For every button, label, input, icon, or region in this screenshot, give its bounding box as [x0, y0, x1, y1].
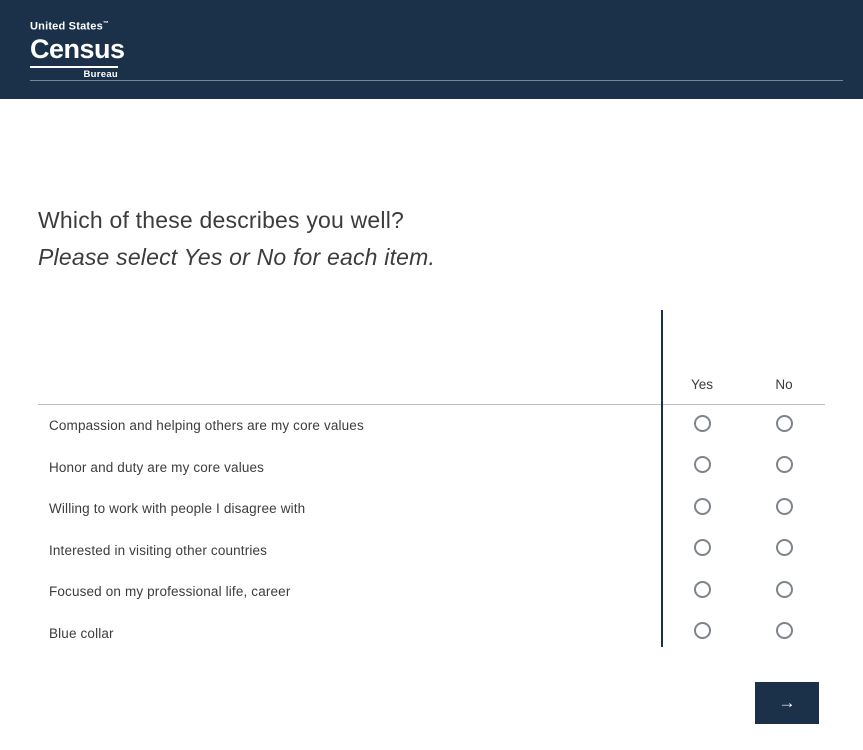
- radio-no-item-5[interactable]: [776, 581, 793, 598]
- radio-no-item-2[interactable]: [776, 456, 793, 473]
- matrix-item-label: Interested in visiting other countries: [49, 542, 268, 558]
- radio-yes-item-2[interactable]: [694, 456, 711, 473]
- matrix-header-yes: Yes: [661, 310, 743, 405]
- matrix-cell-yes[interactable]: [661, 571, 743, 613]
- matrix-cell-no[interactable]: [743, 447, 825, 489]
- logo-line-united-states: United States™: [30, 21, 110, 33]
- matrix-cell-no[interactable]: [743, 613, 825, 655]
- question-title: Which of these describes you well?: [38, 207, 405, 233]
- matrix-vertical-divider: [661, 310, 663, 647]
- survey-footer: [38, 654, 825, 724]
- matrix-item-label: Honor and duty are my core values: [49, 459, 265, 475]
- radio-no-item-3[interactable]: [776, 498, 793, 515]
- table-row: [38, 571, 825, 613]
- survey-content: [0, 207, 863, 724]
- matrix-cell-yes[interactable]: [661, 405, 743, 447]
- matrix-body: [38, 405, 825, 655]
- matrix-cell-no[interactable]: [743, 488, 825, 530]
- logo-divider: [30, 66, 118, 68]
- matrix-item-label: Willing to work with people I disagree with: [49, 501, 306, 517]
- radio-no-item-1[interactable]: [776, 415, 793, 432]
- radio-yes-item-3[interactable]: [694, 498, 711, 515]
- table-row: [38, 530, 825, 572]
- question-block: [38, 207, 825, 271]
- census-bureau-logo: [30, 18, 125, 80]
- radio-no-item-4[interactable]: [776, 539, 793, 556]
- site-header: [0, 0, 863, 99]
- table-row: [38, 613, 825, 655]
- radio-yes-item-4[interactable]: [694, 539, 711, 556]
- matrix-header-row: [38, 310, 825, 405]
- trademark-symbol: ™: [102, 21, 110, 28]
- radio-no-item-6[interactable]: [776, 622, 793, 639]
- matrix-cell-yes[interactable]: [661, 447, 743, 489]
- matrix-cell-no[interactable]: [743, 571, 825, 613]
- radio-yes-item-6[interactable]: [694, 622, 711, 639]
- table-row: [38, 405, 825, 447]
- matrix-item-label: Blue collar: [49, 625, 114, 641]
- matrix-cell-yes[interactable]: [661, 613, 743, 655]
- matrix-header-blank: [38, 310, 661, 405]
- radio-yes-item-1[interactable]: [694, 415, 711, 432]
- logo-line-census: Census: [30, 34, 125, 64]
- next-button[interactable]: →: [755, 682, 819, 724]
- header-divider: [30, 80, 843, 81]
- question-instruction: Please select Yes or No for each item.: [38, 244, 436, 270]
- radio-yes-item-5[interactable]: [694, 581, 711, 598]
- matrix-table: [38, 310, 825, 654]
- matrix-item-label: Compassion and helping others are my core values: [49, 418, 364, 434]
- matrix-cell-yes[interactable]: [661, 530, 743, 572]
- table-row: [38, 447, 825, 489]
- matrix-item-label: Focused on my professional life, career: [49, 584, 291, 600]
- matrix-cell-yes[interactable]: [661, 488, 743, 530]
- matrix-header-no: No: [743, 310, 825, 405]
- matrix-cell-no[interactable]: [743, 530, 825, 572]
- table-row: [38, 488, 825, 530]
- matrix-cell-no[interactable]: [743, 405, 825, 447]
- survey-matrix: [38, 310, 825, 654]
- logo-line-bureau: Bureau: [83, 69, 118, 81]
